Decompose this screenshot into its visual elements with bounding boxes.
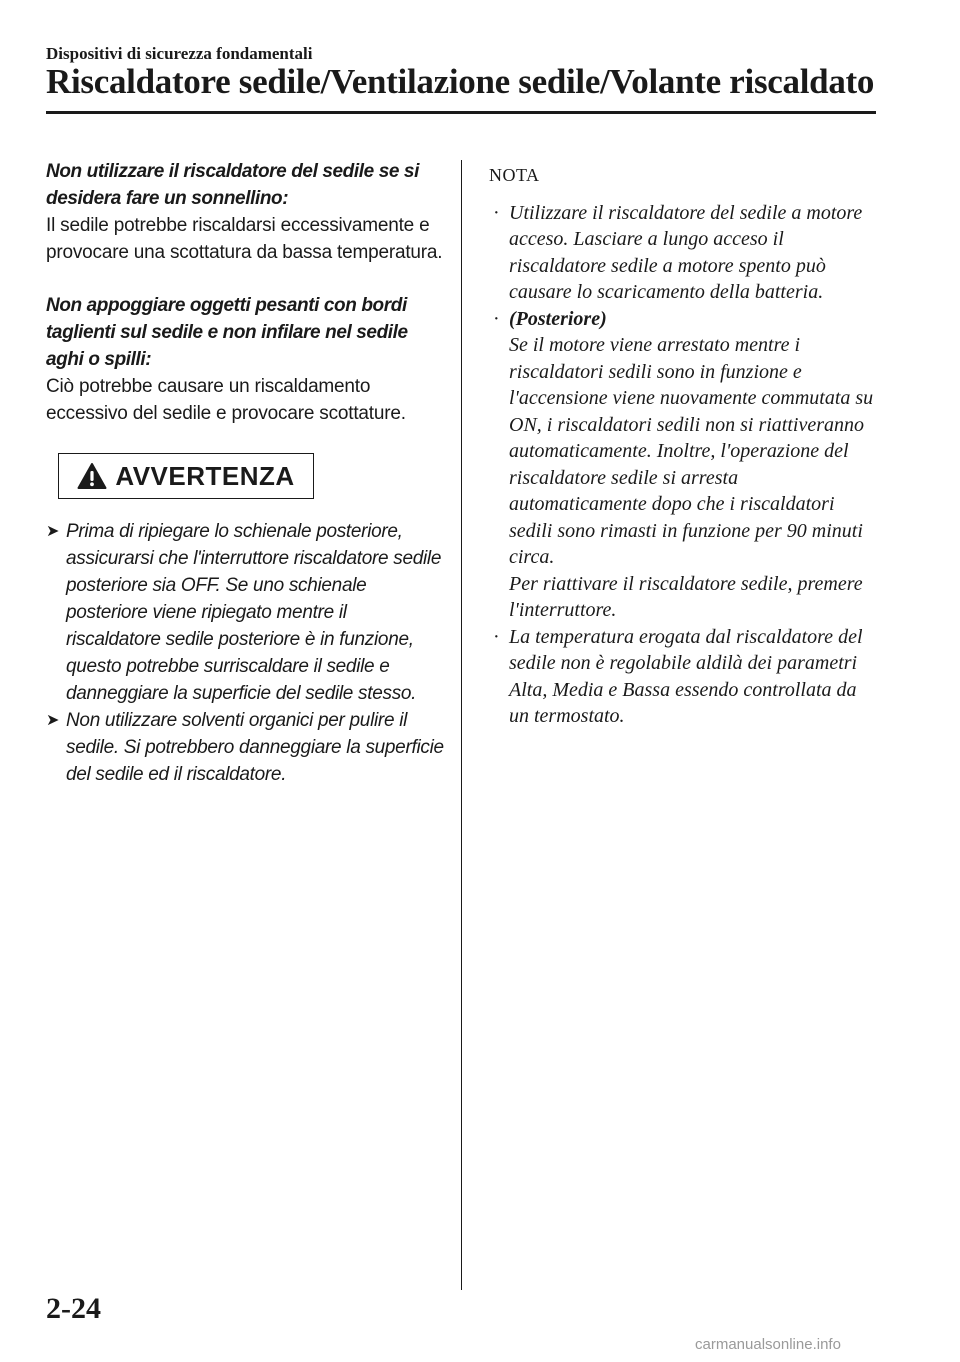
caution-text: Il sedile potrebbe riscaldarsi eccessivamente e provocare una scottatura da bassa temperatura. — [46, 215, 443, 263]
note-text: Se il motore viene arrestato mentre i riscaldatori sedili sono in funzione e l'accensione viene nuovamente commutata su ON, i riscaldatori sedili non si riattiveranno automaticamente. Inoltre, l'operazione del riscaldatore sedile si arresta automaticamente dopo che i riscaldatori sedili sono rimasti in funzione per 90 minuti circa. — [509, 334, 874, 568]
caution-block — [46, 292, 444, 427]
note-subheading: (Posteriore) — [509, 307, 607, 330]
bullet-dot-icon: · — [493, 625, 500, 648]
arrow-bullet-icon: ➤ — [46, 523, 60, 540]
caution-heading: Non utilizzare il riscaldatore del sedile se si desidera fare un sonnellino: — [46, 161, 419, 209]
warning-item — [46, 518, 444, 707]
warning-list — [46, 518, 444, 788]
note-body — [509, 306, 879, 624]
caution-block — [46, 158, 444, 266]
note-item — [489, 306, 879, 624]
bullet-dot-icon: · — [493, 307, 500, 330]
column-divider — [461, 160, 462, 1290]
warning-item-text: Non utilizzare solventi organici per pulire il sedile. Si potrebbero danneggiare la superficie del sedile ed il riscaldatore. — [66, 710, 444, 785]
arrow-bullet-icon: ➤ — [46, 712, 60, 729]
note-text: La temperatura erogata dal riscaldatore del sedile non è regolabile aldilà dei parametri Alta, Media e Bassa essendo controllata da un termostato. — [509, 625, 863, 727]
note-item — [489, 624, 879, 730]
caution-heading: Non appoggiare oggetti pesanti con bordi taglienti sul sedile e non infilare nel sedile aghi o spilli: — [46, 295, 408, 370]
note-heading: NOTA — [489, 165, 540, 185]
note-text: Utilizzare il riscaldatore del sedile a motore acceso. Lasciare a lungo acceso il riscaldatore sedile a motore spento può causare lo scaricamento della batteria. — [509, 201, 863, 303]
title-rule — [46, 111, 876, 114]
note-text: Per riattivare il riscaldatore sedile, premere l'interruttore. — [509, 572, 863, 621]
warning-item — [46, 707, 444, 788]
warning-item-text: Prima di ripiegare lo schienale posteriore, assicurarsi che l'interruttore riscaldatore sedile posteriore sia OFF. Se uno schienale posteriore viene ripiegato mentre il riscaldatore sedile posteriore è in funzione, questo potrebbe surriscaldare il sedile e danneggiare la superficie del sedile stesso. — [66, 521, 442, 704]
page-number: 2-24 — [46, 1292, 101, 1325]
bullet-dot-icon: · — [493, 201, 500, 224]
warning-label: AVVERTENZA — [115, 460, 295, 491]
page-title: Riscaldatore sedile/Ventilazione sedile/Volante riscaldato — [46, 62, 875, 101]
watermark: carmanualsonline.info — [695, 1336, 841, 1353]
warning-triangle-icon — [77, 462, 107, 490]
warning-box — [58, 453, 314, 499]
right-column — [489, 162, 879, 730]
caution-text: Ciò potrebbe causare un riscaldamento eccessivo del sedile e provocare scottature. — [46, 376, 406, 424]
left-column — [46, 158, 444, 788]
section-label: Dispositivi di sicurezza fondamentali — [46, 44, 313, 63]
note-item — [489, 200, 879, 306]
